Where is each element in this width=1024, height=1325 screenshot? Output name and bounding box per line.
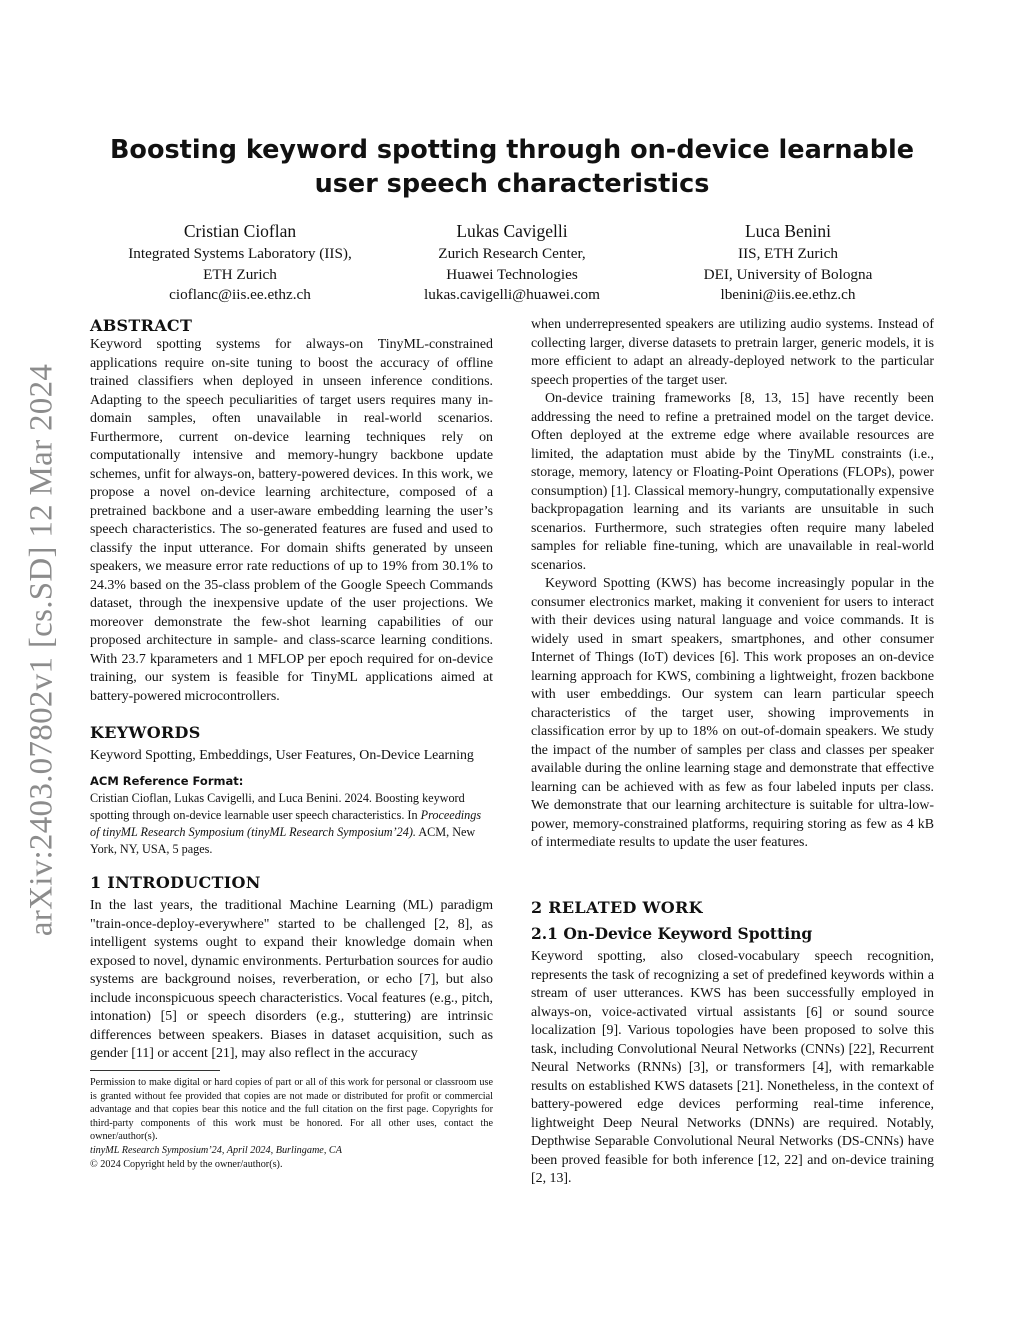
title-line-2: user speech characteristics [314, 169, 710, 199]
author-2 [362, 219, 662, 306]
related-work-paragraph-1: Keyword spotting, also closed-vocabulary speech recognition, represents the task of recognizing a set of predefined keywords within a stream of user utterances. KWS has been successfully employed in always-on, voice-activated virtual assistants [6] or sound source localization [9]. Various topologies have been proposed to solve this task, including Convolutional Neural Networks (CNNs) [22], Recurrent Neural Networks (RNNs) [3], or transformers [4], with remarkable results on established KWS datasets [21]. Nonetheless, in the context of battery-powered edge devices performing real-time inference, lightweight Deep Neural Networks (DNNs) are required. Notably, Depthwise Separable Convolutional Neural Networks (DS-CNNs) have been proved feasible for both inference [12, 22] and on-device training [2, 13]. [531, 949, 934, 1186]
related-work-section [531, 898, 934, 1189]
acm-reference-publisher: ACM, New York, NY, USA, 5 pages. [90, 825, 476, 856]
acm-reference [90, 773, 493, 858]
abstract-text: Keyword spotting systems for always-on TinyML-constrained applications require on-site tuning to boost the accuracy of offline trained classifiers when deployed in unseen inference conditions. Adapting to the speech peculiarities of target users requires many in-domain samples, often unavailable in real-world scenarios. Furthermore, current on-device learning techniques rely on computationally intensive and memory-hungry backbone update schemes, unfit for always-on, battery-powered devices. In this work, we propose a novel on-device learning architecture, composed of a pretrained backbone and a user-aware embedding learning the user’s speech characteristics. The so-generated features are fused and used to classify the input utterance. For domain shifts generated by unseen speakers, we measure error rate reductions of up to 19% from 30.1% to 24.3% based on the 35-class problem of the Google Speech Commands dataset, through the inexpensive update of the user projections. We moreover demonstrate the few-shot learning capabilities of our proposed architecture in sample- and class-scarce learning conditions. With 23.7 kparameters and 1 MFLOP per epoch required for on-device training, our system is feasible for TinyML applications aimed at battery-powered microcontrollers. [90, 337, 493, 704]
introduction-paragraph-1-continued: when underrepresented speakers are utilizing audio systems. Instead of collecting larger, diverse datasets to pretrain larger, generic models, it is more efficient to adapt an already-deployed network to the particular speech properties of the target user. [531, 317, 934, 388]
title-line-1: Boosting keyword spotting through on-device learnable [110, 135, 914, 165]
permission-text: Permission to make digital or hard copies of part or all of this work for personal or classroom use is granted without fee provided that copies are not made or distributed for profit or commercial advantage and that copies bear this notice and the full citation on the first page. Copyrights for third-party components of this work must be honored. For all other uses, contact the owner/author(s). [90, 1077, 493, 1143]
introduction-paragraph-2: On-device training frameworks [8, 13, 15] have recently been addressing the need to refine a pretrained model on the target device. Often deployed at the extreme edge where available resources are limited, the adaptation must abide by the TinyML constraints (i.e., storage, memory, latency or Floating-Point Operations (FLOPs), power consumption) [1]. Classical memory-hungry, computationally expensive backpropagation learning and its variants are unsuitable in such scenarios. Furthermore, such strategies often require many labeled samples for reliable fine-tuning, which are unavailable in real-world scenarios. [531, 391, 934, 573]
author-affiliation: ETH Zurich [203, 265, 277, 283]
author-affiliation: Zurich Research Center, [438, 245, 586, 262]
author-affiliation: IIS, ETH Zurich [738, 245, 838, 262]
author-email: lbenini@iis.ee.ethz.ch [720, 286, 856, 303]
author-affiliation: DEI, University of Bologna [703, 265, 873, 283]
author-name: Lukas Cavigelli [456, 221, 568, 241]
related-work-heading: 2 RELATED WORK [531, 898, 703, 917]
acm-reference-venue: Proceedings of tinyML Research Symposium (tinyML Research Symposium’24). [90, 808, 482, 839]
acm-reference-heading: ACM Reference Format: [90, 774, 244, 788]
permission-footnote [90, 1076, 493, 1171]
author-email: cioflanc@iis.ee.ethz.ch [169, 286, 311, 303]
author-1 [90, 219, 390, 306]
footnote-divider [90, 1070, 220, 1071]
author-name: Cristian Cioflan [183, 221, 297, 241]
author-3 [638, 219, 938, 306]
author-name: Luca Benini [744, 221, 831, 241]
venue-line: tinyML Research Symposium’24, April 2024, Burlingame, CA [90, 1144, 342, 1156]
introduction-continued [531, 316, 934, 853]
acm-reference-text [90, 790, 493, 858]
author-email: lukas.cavigelli@huawei.com [424, 286, 600, 303]
introduction-paragraph-1: In the last years, the traditional Machine Learning (ML) paradigm "train-once-deploy-everywhere" started to be challenged [2, 8], as intelligent systems ought to expand their knowledge domain when exposed to novel, dynamic environments. Perturbation sources for audio systems are background noises, reverberation, or echo [7], but also include inconspicuous speech characteristics. Vocal features (e.g., pitch, intonation) [5] or speech disorders (e.g., stuttering) are intrinsic differences between speakers. Biases in dataset acquisition, such as gender [11] or accent [21], may also reflect in the accuracy [90, 898, 493, 1061]
arxiv-identifier [22, 350, 62, 950]
abstract-heading: ABSTRACT [90, 316, 193, 335]
introduction-paragraph-3: Keyword Spotting (KWS) has become increasingly popular in the consumer electronics market, making it convenient for users to interact with their devices using natural language and voice commands. It is widely used in smart speakers, smartphones, and other consumer Internet of Things (IoT) devices [6]. This work proposes an on-device learning approach for KWS, combining a lightweight, frozen backbone with user embeddings. Our system can learn particular speech characteristics of the target user, showing improvements in classification error by up to 18% on out-of-domain speakers. We study the impact of the number of samples per class and classes per speaker available during the online learning stage and demonstrate that effective learning can be achieved with as few as four labeled inputs per class. We demonstrate that our learning architecture is suitable for ultra-low-power, memory-constrained platforms, requiring storing as few as 4 kB of intermediate results to update the user features. [531, 576, 934, 850]
arxiv-identifier-text: arXiv:2403.07802v1 [cs.SD] 12 Mar 2024 [23, 363, 60, 937]
acm-reference-authors: Cristian Cioflan, Lukas Cavigelli, and Luca Benini. 2024. Boosting keyword spotting through on-device learnable user speech characteristics. In [90, 791, 465, 822]
keywords-text: Keyword Spotting, Embeddings, User Features, On-Device Learning [90, 748, 474, 763]
paper-title [90, 133, 934, 201]
keywords-heading: KEYWORDS [90, 723, 201, 742]
introduction-heading: 1 INTRODUCTION [90, 873, 261, 892]
subsection-heading: 2.1 On-Device Keyword Spotting [531, 924, 813, 943]
author-affiliation: Huawei Technologies [446, 265, 578, 283]
author-affiliation: Integrated Systems Laboratory (IIS), [128, 245, 352, 262]
abstract-section [90, 316, 493, 706]
copyright-line: © 2024 Copyright held by the owner/author(s). [90, 1158, 283, 1170]
keywords-section [90, 723, 493, 766]
introduction-section [90, 873, 493, 1064]
